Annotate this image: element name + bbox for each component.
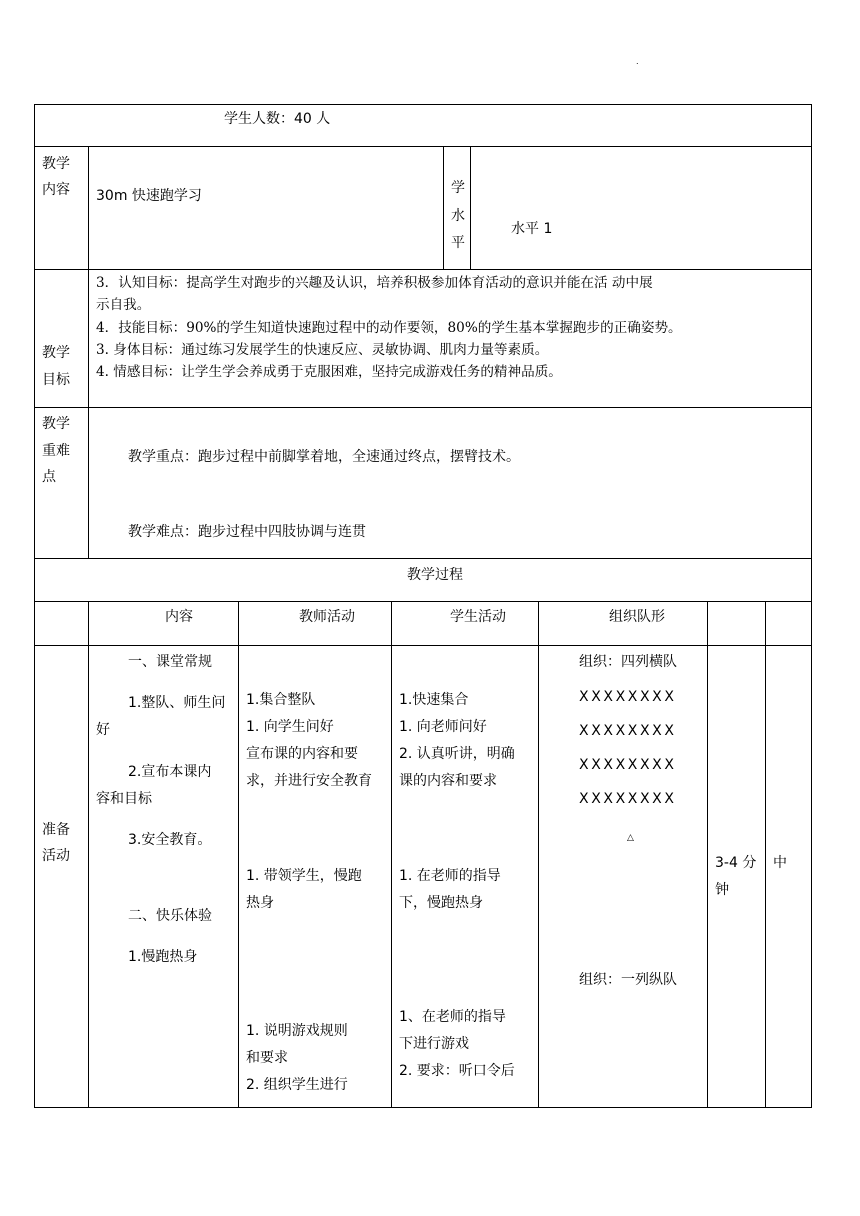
teacher-activity: 1. 说明游戏规则 [246,1023,348,1039]
table-rule [34,645,812,646]
student-activity: 下，慢跑热身 [399,895,483,911]
table-rule [34,601,812,602]
teacher-activity: 2. 组织学生进行 [246,1077,348,1093]
keypoints-label: 重难 [42,443,70,459]
time-value: 3-4 分 [715,855,757,871]
table-rule [538,601,539,1108]
student-activity: 1. 在老师的指导 [399,868,501,884]
intensity-value: 中 [773,855,787,871]
table-rule [34,558,812,559]
goal-line: 3. 身体目标：通过练习发展学生的快速反应、灵敏协调、肌肉力量等素质。 [96,342,549,358]
teacher-activity: 热身 [246,895,274,911]
student-activity: 1、在老师的指导 [399,1009,506,1025]
goal-line: 4．技能目标：90%的学生知道快速跑过程中的动作要领，80%的学生基本掌握跑步的正确姿势。 [96,320,682,336]
student-activity: 2. 认真听讲，明确 [399,746,515,762]
student-activity: 下进行游戏 [399,1036,469,1052]
teacher-activity: 宣布课的内容和要 [246,746,358,762]
level-label: 水 [451,208,465,224]
section-label: 活动 [42,848,70,864]
content-item: 二、快乐体验 [128,908,212,924]
key-difficulty: 教学难点：跑步过程中四肢协调与连贯 [128,524,366,540]
teacher-activity: 求，并进行安全教育 [246,773,372,789]
table-rule [707,601,708,1108]
keypoints-label: 点 [42,469,56,485]
content-item: 2.宣布本课内 [128,764,212,780]
formation-row: XXXXXXXX [579,757,677,773]
teacher-activity: 和要求 [246,1050,288,1066]
table-rule [34,269,812,270]
content-item: 好 [96,722,110,738]
teacher-activity: 1. 向学生问好 [246,719,334,735]
key-focus: 教学重点：跑步过程中前脚掌着地，全速通过终点，摆臂技术。 [128,449,520,465]
content-label: 教学 [42,156,70,172]
student-activity: 1. 向老师问好 [399,719,487,735]
table-rule [765,601,766,1108]
goal-line: 3．认知目标：提高学生对跑步的兴趣及认识，培养积极参加体育活动的意识并能在活 动中展 [96,275,653,291]
teacher-activity: 1.集合整队 [246,692,316,708]
table-rule [34,104,35,1108]
table-rule [391,601,392,1108]
teacher-triangle-icon: △ [627,833,634,843]
column-header: 组织队形 [609,609,665,625]
content-item: 容和目标 [96,791,152,807]
student-count: 学生人数：40 人 [224,111,331,127]
goal-line: 示自我。 [96,297,151,313]
goals-label: 目标 [42,372,70,388]
formation-org: 组织：四列横队 [579,654,677,670]
table-rule [811,104,812,1108]
column-header: 内容 [165,609,193,625]
level-label: 学 [451,180,465,196]
process-title: 教学过程 [407,567,463,583]
table-rule [88,146,89,559]
student-activity: 课的内容和要求 [399,773,497,789]
content-item: 一、课堂常规 [128,654,212,670]
table-rule [443,146,444,270]
content-value: 30m 快速跑学习 [96,188,202,204]
teacher-activity: 1. 带领学生，慢跑 [246,868,362,884]
column-header: 学生活动 [450,609,506,625]
goals-label: 教学 [42,345,70,361]
formation-row: XXXXXXXX [579,723,677,739]
formation-row: XXXXXXXX [579,689,677,705]
column-header: 教师活动 [299,609,355,625]
formation-row: XXXXXXXX [579,791,677,807]
time-value: 钟 [715,882,729,898]
content-label: 内容 [42,182,70,198]
content-item: 3.安全教育。 [128,832,212,848]
section-label: 准备 [42,822,70,838]
goal-line: 4. 情感目标：让学生学会养成勇于克服困难，坚持完成游戏任务的精神品质。 [96,364,562,380]
table-rule [34,104,812,105]
student-activity: 2. 要求：听口令后 [399,1063,515,1079]
table-rule [88,601,89,1108]
table-rule [34,407,812,408]
content-item: 1.慢跑热身 [128,949,198,965]
formation-org: 组织：一列纵队 [579,972,677,988]
table-rule [238,601,239,1108]
keypoints-label: 教学 [42,416,70,432]
level-label: 平 [451,235,465,251]
level-value: 水平 1 [511,221,553,237]
table-rule [34,146,812,147]
corner-mark: . [636,57,639,66]
table-rule [34,1107,812,1108]
student-activity: 1.快速集合 [399,692,469,708]
table-rule [470,146,471,270]
content-item: 1.整队、师生问 [128,695,226,711]
